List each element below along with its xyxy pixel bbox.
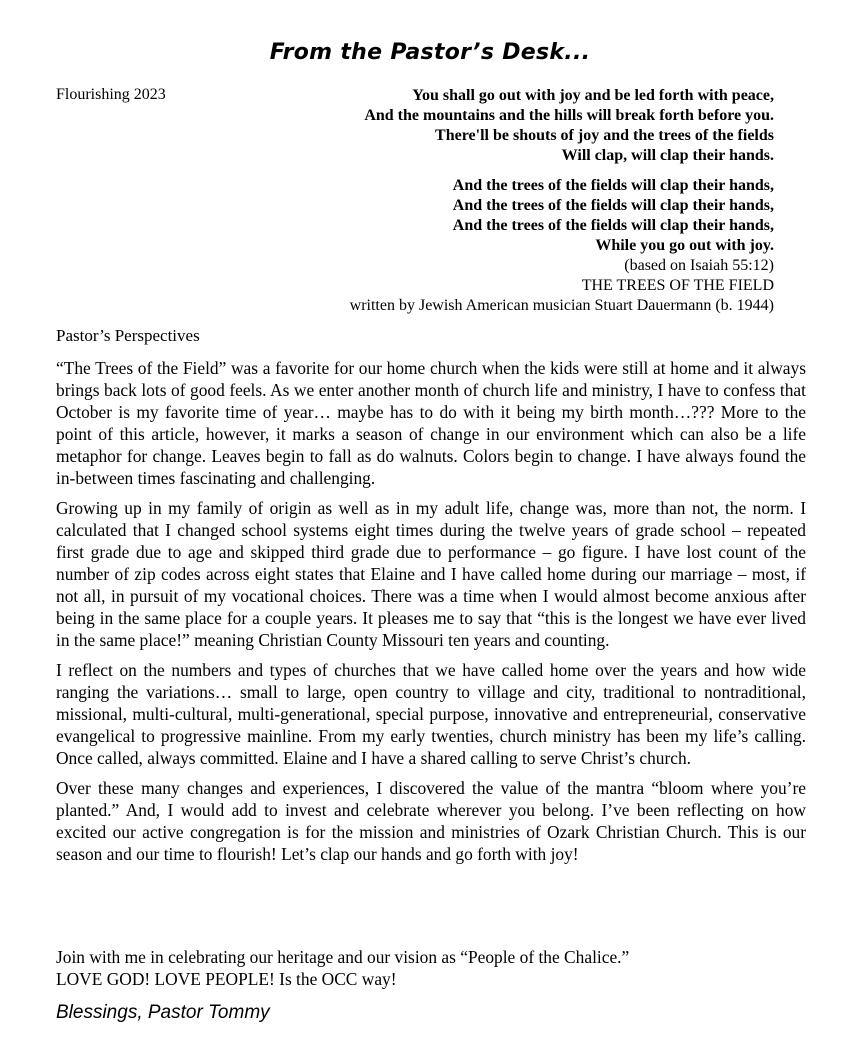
article-body <box>56 357 806 873</box>
song-verse-2 <box>350 176 774 316</box>
verse-line: And the trees of the fields will clap their hands, <box>452 197 774 214</box>
verse-line: There'll be shouts of joy and the trees of the fields <box>435 127 774 144</box>
verse-line: And the trees of the fields will clap their hands, <box>452 217 774 234</box>
closing-line: Join with me in celebrating our heritage and our vision as “People of the Chalice.” <box>56 947 630 967</box>
song-source: (based on Isaiah 55:12) <box>624 257 774 274</box>
verse-line: While you go out with joy. <box>595 237 774 254</box>
paragraph: “The Trees of the Field” was a favorite for our home church when the kids were still at home and it always brings back lots of good feels. As we enter another month of church life and ministry, I have to confess that October is my favorite time of year… maybe has to do with it being my birth month…??? More to the point of this article, however, it marks a season of change in our environment which can also be a life metaphor for change. Leaves begin to fall as do walnuts. Colors begin to change. I have always found the in-between times fascinating and challenging. <box>56 358 806 488</box>
page-heading: From the Pastor’s Desk... <box>269 40 591 65</box>
verse-line: Will clap, will clap their hands. <box>561 147 774 164</box>
paragraph: Over these many changes and experiences, I discovered the value of the mantra “bloom where you’re planted.” And, I would add to invest and celebrate wherever you belong. I’ve been reflecting on how excited our active congregation is for the mission and ministries of Ozark Christian Church. This is our season and our time to flourish! Let’s clap our hands and go forth with joy! <box>56 778 806 864</box>
paragraph: Growing up in my family of origin as well as in my adult life, change was, more than not, the norm. I calculated that I changed school systems eight times during the twelve years of grade school – repeated first grade due to age and skipped third grade due to performance – go figure. I have lost count of the number of zip codes across eight states that Elaine and I have called home during our marriage – most, if not all, in pursuit of my vocational choices. There was a time when I would almost become anxious after being in the same place for a couple years. It pleases me to say that “this is the longest we have ever lived in the same place!” meaning Christian County Missouri ten years and counting. <box>56 498 806 650</box>
verse-line: And the trees of the fields will clap their hands, <box>452 177 774 194</box>
section-title: Pastor’s Perspectives <box>56 326 200 345</box>
song-verse-1 <box>364 86 774 166</box>
closing-line: LOVE GOD! LOVE PEOPLE! Is the OCC way! <box>56 969 397 989</box>
signature: Blessings, Pastor Tommy <box>56 1002 270 1023</box>
issue-label: Flourishing 2023 <box>56 86 166 103</box>
song-title: THE TREES OF THE FIELD <box>581 277 774 294</box>
verse-line: You shall go out with joy and be led forth with peace, <box>412 87 774 104</box>
closing-text <box>56 946 629 990</box>
song-author: written by Jewish American musician Stuart Dauermann (b. 1944) <box>349 297 774 314</box>
verse-line: And the mountains and the hills will break forth before you. <box>364 107 774 124</box>
paragraph: I reflect on the numbers and types of churches that we have called home over the years and how wide ranging the variations… small to large, open country to village and city, traditional to nontraditional, missional, multi-cultural, multi-generational, special purpose, innovative and entrepreneurial, conservative evangelical to progressive mainline. From my early twenties, church ministry has been my life’s calling. Once called, always committed. Elaine and I have a shared calling to serve Christ’s church. <box>56 660 806 768</box>
